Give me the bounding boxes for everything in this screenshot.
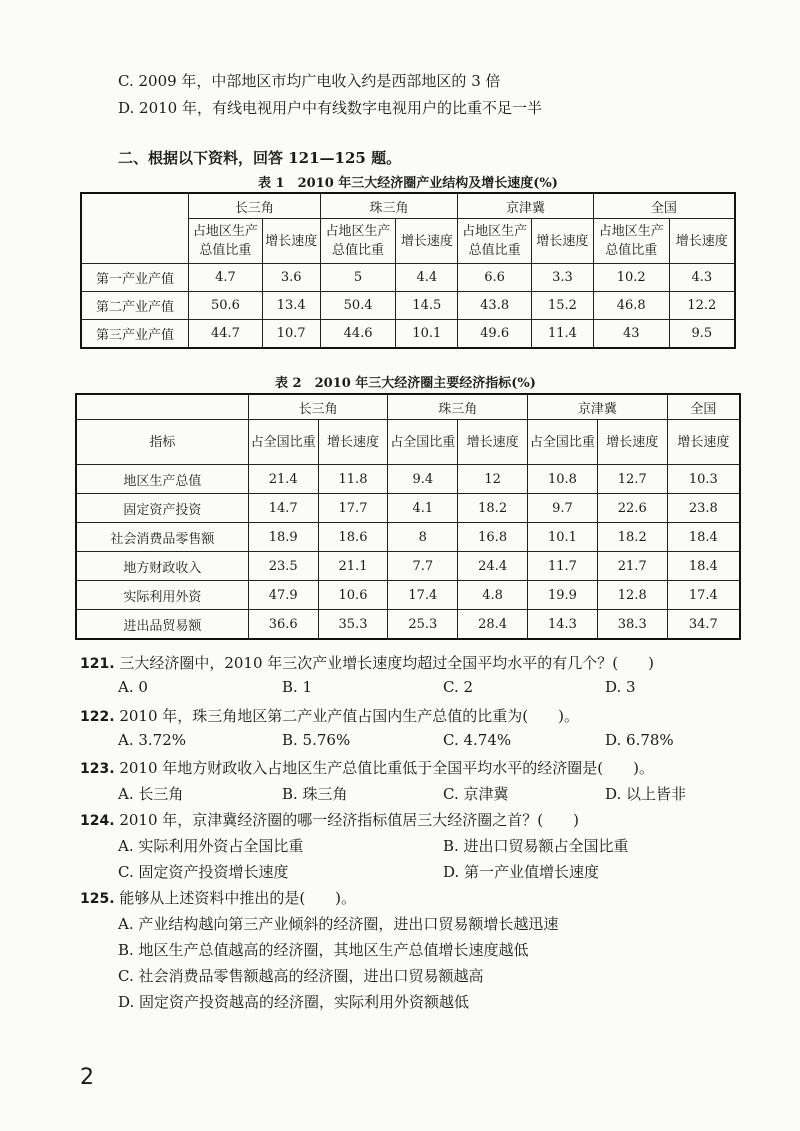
table2-row-label: 地区生产总值 [76, 465, 248, 494]
table2-cell: 34.7 [667, 610, 740, 640]
page-number: 2 [80, 1065, 94, 1090]
table1-cell: 44.7 [189, 320, 263, 349]
table1-row-label: 第二产业产值 [81, 292, 189, 320]
table2-cell: 22.6 [597, 494, 667, 523]
table1-cell: 43 [593, 320, 669, 349]
table1-cell: 3.3 [532, 264, 594, 292]
option-123-a[interactable]: A. 长三角 [118, 785, 184, 803]
table2-cell: 36.6 [248, 610, 318, 640]
table1-region-header: 全国 [593, 193, 735, 219]
table2-cell: 10.6 [318, 581, 388, 610]
table2-cell: 4.8 [458, 581, 528, 610]
table2-cell: 4.1 [388, 494, 458, 523]
option-122-b[interactable]: B. 5.76% [282, 731, 351, 749]
table2 [75, 393, 741, 640]
table2-row-label: 固定资产投资 [76, 494, 248, 523]
table2-row [76, 610, 740, 640]
table1-row [81, 320, 735, 349]
question-number: 121. [80, 656, 115, 672]
option-123-b[interactable]: B. 珠三角 [282, 785, 348, 803]
table1-row-label: 第一产业产值 [81, 264, 189, 292]
table2-cell: 21.4 [248, 465, 318, 494]
table2-cell: 38.3 [597, 610, 667, 640]
option-123-d[interactable]: D. 以上皆非 [605, 785, 687, 803]
table2-row [76, 494, 740, 523]
table1-sub-header: 增长速度 [669, 219, 735, 264]
table2-region-header: 全国 [667, 394, 740, 420]
table2-cell: 23.8 [667, 494, 740, 523]
table2-cell: 18.9 [248, 523, 318, 552]
table2-sub-header: 增长速度 [318, 420, 388, 465]
table2-region-header: 珠三角 [388, 394, 528, 420]
table1-sub-header: 增长速度 [396, 219, 458, 264]
question-text: 2010 年地方财政收入占地区生产总值比重低于全国平均水平的经济圈是( )。 [119, 759, 654, 777]
prev-option-d: D. 2010 年，有线电视用户中有线数字电视用户的比重不足一半 [118, 99, 542, 117]
table1-cell: 3.6 [262, 264, 320, 292]
option-125-a[interactable]: A. 产业结构越向第三产业倾斜的经济圈，进出口贸易额增长越迅速 [118, 915, 559, 933]
option-121-b[interactable]: B. 1 [282, 678, 313, 696]
table1-cell: 5 [320, 264, 396, 292]
table1-cell: 49.6 [458, 320, 532, 349]
table1-row [81, 292, 735, 320]
table2-cell: 11.8 [318, 465, 388, 494]
table1-region-header: 京津冀 [458, 193, 594, 219]
option-121-d[interactable]: D. 3 [605, 678, 636, 696]
table2-cell: 9.7 [528, 494, 598, 523]
table2-cell: 17.7 [318, 494, 388, 523]
table1-cell: 15.2 [532, 292, 594, 320]
table1-cell: 11.4 [532, 320, 594, 349]
table1-cell: 43.8 [458, 292, 532, 320]
table1-cell: 10.1 [396, 320, 458, 349]
table2-cell: 11.7 [528, 552, 598, 581]
table1-cell: 4.7 [189, 264, 263, 292]
table1-sub-header: 增长速度 [262, 219, 320, 264]
question-124 [80, 809, 579, 830]
table2-sub-header: 增长速度 [597, 420, 667, 465]
question-text: 2010 年，珠三角地区第二产业产值占国内生产总值的比重为( )。 [119, 707, 579, 725]
table1-row-label: 第三产业产值 [81, 320, 189, 349]
table2-row-label: 实际利用外资 [76, 581, 248, 610]
table2-cell: 18.6 [318, 523, 388, 552]
table2-cell: 21.1 [318, 552, 388, 581]
table1-cell: 13.4 [262, 292, 320, 320]
table2-cell: 17.4 [388, 581, 458, 610]
table1-cell: 10.7 [262, 320, 320, 349]
table2-cell: 12.7 [597, 465, 667, 494]
table2-cell: 18.4 [667, 552, 740, 581]
table2-cell: 47.9 [248, 581, 318, 610]
option-121-c[interactable]: C. 2 [443, 678, 474, 696]
option-121-a[interactable]: A. 0 [118, 678, 148, 696]
table2-row [76, 523, 740, 552]
question-text: 能够从上述资料中推出的是( )。 [119, 889, 357, 907]
table2-region-header: 京津冀 [528, 394, 668, 420]
table2-cell: 12.8 [597, 581, 667, 610]
table2-cell: 7.7 [388, 552, 458, 581]
table2-row-label: 地方财政收入 [76, 552, 248, 581]
question-text: 三大经济圈中，2010 年三次产业增长速度均超过全国平均水平的有几个？( ) [119, 654, 654, 672]
table2-cell: 24.4 [458, 552, 528, 581]
table2-sub-header: 占全国比重 [528, 420, 598, 465]
table1-sub-header: 占地区生产总值比重 [189, 219, 263, 264]
option-125-c[interactable]: C. 社会消费品零售额越高的经济圈，进出口贸易额越高 [118, 967, 484, 985]
table1-sub-header: 增长速度 [532, 219, 594, 264]
table1-cell: 14.5 [396, 292, 458, 320]
table2-cell: 19.9 [528, 581, 598, 610]
table2-cell: 14.3 [528, 610, 598, 640]
section-title: 二、根据以下资料，回答 121—125 题。 [118, 149, 402, 167]
table2-row [76, 552, 740, 581]
table2-cell: 35.3 [318, 610, 388, 640]
question-number: 124. [80, 813, 115, 829]
table1-corner [81, 193, 189, 264]
table1-cell: 6.6 [458, 264, 532, 292]
table1-sub-header: 占地区生产总值比重 [320, 219, 396, 264]
table1 [80, 192, 736, 349]
table2-row-label: 进出品贸易额 [76, 610, 248, 640]
question-number: 123. [80, 761, 115, 777]
table2-sub-header: 增长速度 [458, 420, 528, 465]
table1-region-header: 长三角 [189, 193, 321, 219]
table2-cell: 28.4 [458, 610, 528, 640]
table2-cell: 18.2 [458, 494, 528, 523]
table2-cell: 18.4 [667, 523, 740, 552]
table2-cell: 10.3 [667, 465, 740, 494]
table2-sub-header: 增长速度 [667, 420, 740, 465]
table2-row [76, 581, 740, 610]
option-122-a[interactable]: A. 3.72% [118, 731, 187, 749]
option-124-b[interactable]: B. 进出口贸易额占全国比重 [443, 837, 629, 855]
table2-sub-header: 占全国比重 [248, 420, 318, 465]
question-123 [80, 757, 654, 778]
table2-corner [76, 394, 248, 420]
question-text: 2010 年，京津冀经济圈的哪一经济指标值居三大经济圈之首？( ) [119, 811, 579, 829]
table2-cell: 23.5 [248, 552, 318, 581]
option-125-d[interactable]: D. 固定资产投资越高的经济圈，实际利用外资额越低 [118, 993, 470, 1011]
table2-cell: 8 [388, 523, 458, 552]
option-123-c[interactable]: C. 京津冀 [443, 785, 509, 803]
table1-cell: 50.6 [189, 292, 263, 320]
table2-cell: 14.7 [248, 494, 318, 523]
table2-cell: 16.8 [458, 523, 528, 552]
table1-cell: 9.5 [669, 320, 735, 349]
option-122-d[interactable]: D. 6.78% [605, 731, 674, 749]
table2-cell: 25.3 [388, 610, 458, 640]
option-124-c[interactable]: C. 固定资产投资增长速度 [118, 863, 289, 881]
option-125-b[interactable]: B. 地区生产总值越高的经济圈，其地区生产总值增长速度越低 [118, 941, 529, 959]
table2-row-label: 社会消费品零售额 [76, 523, 248, 552]
table1-region-header: 珠三角 [320, 193, 458, 219]
question-122 [80, 705, 579, 726]
table1-cell: 4.4 [396, 264, 458, 292]
table2-cell: 10.8 [528, 465, 598, 494]
table2-cell: 12 [458, 465, 528, 494]
question-125 [80, 887, 356, 908]
table1-cell: 10.2 [593, 264, 669, 292]
table2-row [76, 465, 740, 494]
table2-cell: 21.7 [597, 552, 667, 581]
prev-option-c: C. 2009 年，中部地区市均广电收入约是西部地区的 3 倍 [118, 72, 501, 90]
table1-sub-header: 占地区生产总值比重 [458, 219, 532, 264]
table1-cell: 4.3 [669, 264, 735, 292]
option-124-d[interactable]: D. 第一产业值增长速度 [443, 863, 600, 881]
table2-cell: 9.4 [388, 465, 458, 494]
table2-cell: 10.1 [528, 523, 598, 552]
question-121 [80, 652, 654, 673]
table2-cell: 18.2 [597, 523, 667, 552]
table2-caption: 表 2 2010 年三大经济圈主要经济指标(%) [275, 376, 536, 391]
table1-sub-header: 占地区生产总值比重 [593, 219, 669, 264]
question-number: 122. [80, 709, 115, 725]
table1-cell: 46.8 [593, 292, 669, 320]
table1-cell: 12.2 [669, 292, 735, 320]
table1-cell: 44.6 [320, 320, 396, 349]
table2-cell: 17.4 [667, 581, 740, 610]
question-number: 125. [80, 891, 115, 907]
table2-sub-header: 占全国比重 [388, 420, 458, 465]
table1-row [81, 264, 735, 292]
option-124-a[interactable]: A. 实际利用外资占全国比重 [118, 837, 304, 855]
table1-cell: 50.4 [320, 292, 396, 320]
table2-indicator-header: 指标 [76, 420, 248, 465]
table1-caption: 表 1 2010 年三大经济圈产业结构及增长速度(%) [258, 176, 558, 191]
option-122-c[interactable]: C. 4.74% [443, 731, 512, 749]
table2-region-header: 长三角 [248, 394, 388, 420]
